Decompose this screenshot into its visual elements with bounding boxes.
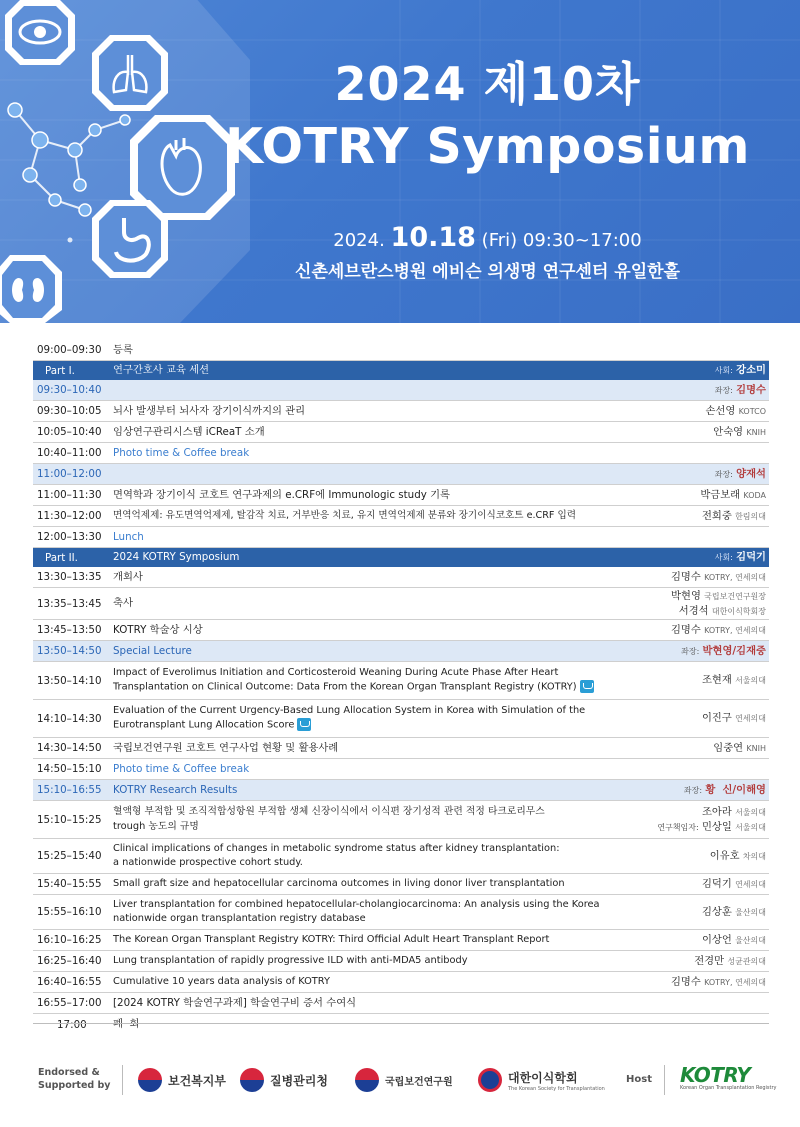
speaker: 김덕기 연세의대 (701, 877, 766, 890)
speaker: 박현영 국립보건연구원장 서경석 대한이식학회장 (671, 589, 766, 617)
session-chair: 좌장: 박현영/김재중 (681, 644, 766, 657)
speaker: 김명수 KOTRY, 연세의대 (670, 623, 766, 636)
host-label: Host (626, 1074, 652, 1085)
session-header: 13:50–14:50 Special Lecture 좌장: 박현영/김재중 (33, 641, 769, 662)
session-header (33, 380, 769, 401)
speaker: 김명수 KOTRY, 연세의대 (670, 975, 766, 988)
row-time: 09:00–09:30 (37, 344, 102, 356)
schedule-table (33, 340, 769, 1035)
session-header: 11:00–12:00 좌장: 양재석 (33, 464, 769, 485)
session-chair: 좌장: 양재석 (714, 467, 766, 480)
coffee-break-row: 14:50–15:10 Photo time & Coffee break (33, 759, 769, 780)
logo-kdca: 질병관리청 (240, 1065, 328, 1095)
speaker: 안숙영 KNIH (713, 425, 766, 438)
kotry-logo: KOTRY Korean Organ Transplantation Registry (680, 1063, 777, 1091)
table-row: 13:30–13:35 개회사 김명수 KOTRY, 연세의대 (33, 567, 769, 588)
table-row: 13:35–13:45 축사 박현영 국립보건연구원장 서경석 대한이식학회장 (33, 588, 769, 620)
title-name: KOTRY Symposium (225, 118, 750, 175)
taegeuk-icon (355, 1068, 379, 1092)
coffee-break-row: 10:40–11:00 Photo time & Coffee break (33, 443, 769, 464)
session-chair: 좌장: 황 신/이해영 (683, 783, 766, 796)
table-row: 16:10–16:25 The Korean Organ Transplant Registry KOTRY: Third Official Adult Heart Transplant Report 이상언 울산의대 (33, 930, 769, 951)
abstract-link-icon[interactable] (297, 718, 311, 731)
table-row: 13:50–14:10 Impact of Everolimus Initiation and Corticosteroid Weaning During Acute Phase After Heart Transplantation on Clinical Outcome: Data From the Korean Organ Transplant Registry (KOTRY) 조현재 서울의대 (33, 662, 769, 700)
date-suffix: (Fri) 09:30~17:00 (481, 230, 642, 251)
table-row: 15:55–16:10 Liver transplantation for combined hepatocellular-cholangiocarcinoma: An analysis using the Korea nationwide organ transplantation registry database 김상훈 울산의대 (33, 895, 769, 930)
kst-emblem-icon (478, 1068, 502, 1092)
table-row: 11:00–11:30 면역학과 장기이식 코호트 연구과제의 e.CRF에 Immunologic study 기록 박금보래 KODA (33, 485, 769, 506)
table-row: 16:25–16:40 Lung transplantation of rapidly progressive ILD with anti-MDA5 antibody 전경만 성균관의대 (33, 951, 769, 972)
table-row: 09:30–10:05 뇌사 발생부터 뇌사자 장기이식까지의 관리 손선영 KOTCO (33, 401, 769, 422)
part-chair: 사회: 강소미 (714, 364, 766, 377)
divider (122, 1065, 123, 1095)
table-row: 16:40–16:55 Cumulative 10 years data analysis of KOTRY 김명수 KOTRY, 연세의대 (33, 972, 769, 993)
speaker: 전희중 한림의대 (701, 509, 766, 522)
logo-knih: 국립보건연구원 (355, 1065, 453, 1095)
divider (664, 1065, 665, 1095)
divider (33, 1023, 769, 1024)
taegeuk-icon (138, 1068, 162, 1092)
speaker: 이진구 연세의대 (701, 712, 766, 725)
title-year: 2024 제10차 (334, 57, 641, 111)
table-row (33, 340, 769, 361)
table-row: 16:55–17:00 [2024 KOTRY 학술연구과제] 학술연구비 증서 수여식 (33, 993, 769, 1014)
endorse-label: Endorsed & Supported by (38, 1067, 111, 1091)
part-1-header (33, 361, 769, 380)
part-chair: 사회: 김덕기 (714, 551, 766, 564)
closing-row: 17:00 폐 회 (57, 1018, 140, 1031)
date-prefix: 2024. (333, 230, 385, 251)
sponsor-footer (0, 1055, 800, 1105)
table-row: 15:25–15:40 Clinical implications of changes in metabolic syndrome status after kidney transplantation: a nationwide prospective cohort study. 이유호 차의대 (33, 839, 769, 874)
part-title: 연구간호사 교육 세션 (113, 364, 210, 377)
table-row: 11:30–12:00 면역억제제: 유도면역억제제, 탈감작 치료, 거부반응 치료, 유지 면역억제제 분류와 장기이식코호트 e.CRF 입력 전희중 한림의대 (33, 506, 769, 527)
speaker: 박금보래 KODA (700, 488, 766, 501)
abstract-link-icon[interactable] (580, 680, 594, 693)
part-2-header: Part II. 2024 KOTRY Symposium 사회: 김덕기 (33, 548, 769, 567)
part-label: Part I. (45, 364, 75, 377)
logo-kst: 대한이식학회 The Korean Society for Transplantation (478, 1065, 605, 1095)
session-header: 15:10–16:55 KOTRY Research Results 좌장: 황 신/이해영 (33, 780, 769, 801)
speaker: 조아라 서울의대 연구책임자: 민상일 서울의대 (657, 805, 766, 833)
date-big: 10.18 (390, 222, 476, 253)
event-venue: 신촌세브란스병원 에비슨 의생명 연구센터 유일한홀 (295, 262, 680, 282)
speaker: 이유호 차의대 (709, 849, 766, 862)
poster-header (0, 0, 800, 323)
table-row: 14:30–14:50 국립보건연구원 코호트 연구사업 현황 및 활용사례 임중연 KNIH (33, 738, 769, 759)
event-date (0, 222, 800, 253)
table-row: 14:10–14:30 Evaluation of the Current Urgency-Based Lung Allocation System in Korea with Simulation of the Eurotransplant Lung Allocation Score 이진구 연세의대 (33, 700, 769, 738)
session-time: 09:30–10:40 (37, 384, 102, 396)
speaker: 임중연 KNIH (713, 741, 766, 754)
logo-mohw: 보건복지부 (138, 1065, 226, 1095)
speaker: 이상언 울산의대 (701, 933, 766, 946)
session-chair: 좌장: 김명수 (714, 383, 766, 396)
speaker: 손선영 KOTCO (705, 404, 766, 417)
table-row: 13:45–13:50 KOTRY 학술상 시상 김명수 KOTRY, 연세의대 (33, 620, 769, 641)
speaker: 김상훈 울산의대 (701, 905, 766, 918)
speaker: 조현재 서울의대 (701, 674, 766, 687)
speaker: 전경만 성균관의대 (694, 954, 766, 967)
taegeuk-icon (240, 1068, 264, 1092)
speaker: 김명수 KOTRY, 연세의대 (670, 570, 766, 583)
lunch-row: 12:00–13:30 Lunch (33, 527, 769, 548)
table-row: 15:40–15:55 Small graft size and hepatocellular carcinoma outcomes in living donor liver transplantation 김덕기 연세의대 (33, 874, 769, 895)
table-row: 10:05–10:40 임상연구관리시스템 iCReaT 소개 안숙영 KNIH (33, 422, 769, 443)
table-row: 15:10–15:25 혈액형 부적합 및 조직적합성항원 부적합 생체 신장이식에서 이식편 장기성적 관련 적정 타크로리무스 trough 농도의 규명 조아라 서울의대 연구책임자: 민상일 서울의대 (33, 801, 769, 839)
row-topic: 등록 (113, 343, 133, 356)
